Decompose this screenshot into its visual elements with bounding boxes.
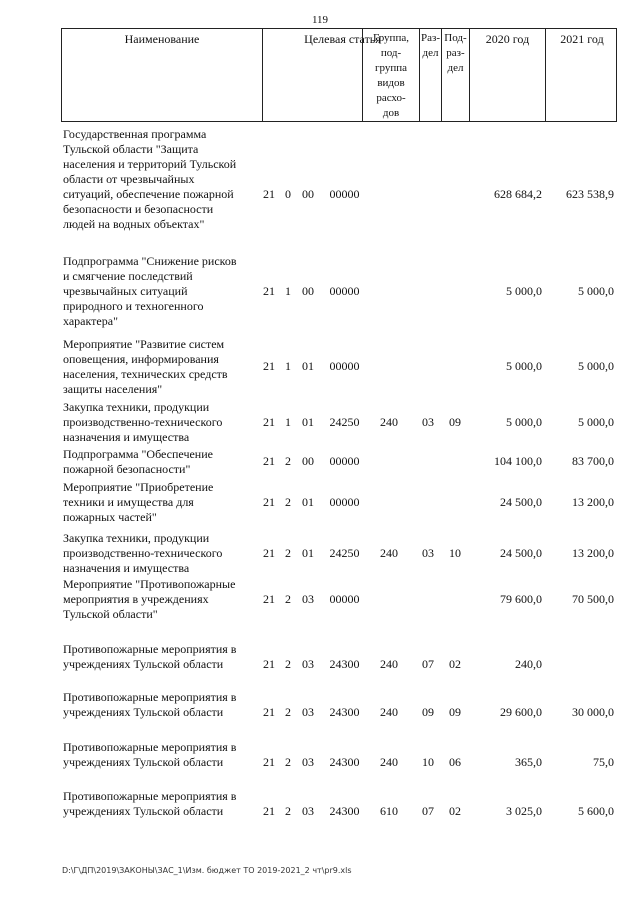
cell-group: 610 bbox=[380, 804, 398, 818]
cell-group: 240 bbox=[380, 755, 398, 769]
cell-2020: 79 600,0 bbox=[500, 592, 542, 606]
cell-section: 07 bbox=[422, 804, 434, 818]
cell-2021: 70 500,0 bbox=[572, 592, 614, 606]
cell-2020: 628 684,2 bbox=[494, 187, 542, 201]
cell-direction: 24250 bbox=[329, 546, 360, 560]
cell-direction: 00000 bbox=[329, 359, 360, 373]
cell-subprogram: 2 bbox=[285, 454, 291, 468]
cell-2020: 5 000,0 bbox=[506, 284, 542, 298]
cell-measure: 01 bbox=[302, 359, 314, 373]
cell-direction: 24250 bbox=[329, 415, 360, 429]
cell-subprogram: 2 bbox=[285, 592, 291, 606]
cell-subprogram: 0 bbox=[285, 187, 291, 201]
page-number: 119 bbox=[311, 14, 329, 26]
cell-measure: 03 bbox=[302, 804, 314, 818]
cell-2021: 623 538,9 bbox=[566, 187, 614, 201]
cell-2021: 83 700,0 bbox=[572, 454, 614, 468]
cell-program: 21 bbox=[263, 755, 275, 769]
cell-2020: 104 100,0 bbox=[494, 454, 542, 468]
cell-direction: 00000 bbox=[329, 187, 360, 201]
cell-2021: 13 200,0 bbox=[572, 546, 614, 560]
cell-subprogram: 2 bbox=[285, 657, 291, 671]
cell-subsection: 10 bbox=[449, 546, 461, 560]
cell-2020: 29 600,0 bbox=[500, 705, 542, 719]
header-subsection: Под- раз- дел bbox=[441, 29, 469, 121]
cell-subsection: 06 bbox=[449, 755, 461, 769]
cell-section: 03 bbox=[422, 415, 434, 429]
cell-measure: 01 bbox=[302, 495, 314, 509]
row-name: Государственная программа Тульской области "Защита населения и территорий Тульской области от чрезвычайных ситуаций, обеспечение пожарной безопасности и безопасности людей на водных объектах" bbox=[63, 127, 237, 231]
cell-group: 240 bbox=[380, 415, 398, 429]
cell-2020: 365,0 bbox=[515, 755, 542, 769]
cell-subprogram: 2 bbox=[285, 546, 291, 560]
row-name: Противопожарные мероприятия в учреждениях Тульской области bbox=[63, 740, 237, 769]
cell-2020: 3 025,0 bbox=[506, 804, 542, 818]
table-header bbox=[61, 28, 617, 122]
header-target: Целевая статья bbox=[262, 29, 422, 121]
cell-program: 21 bbox=[263, 592, 275, 606]
cell-measure: 00 bbox=[302, 284, 314, 298]
cell-program: 21 bbox=[263, 495, 275, 509]
cell-subprogram: 2 bbox=[285, 705, 291, 719]
cell-program: 21 bbox=[263, 415, 275, 429]
cell-direction: 24300 bbox=[329, 804, 360, 818]
cell-direction: 00000 bbox=[329, 592, 360, 606]
cell-measure: 00 bbox=[302, 454, 314, 468]
cell-subsection: 02 bbox=[449, 657, 461, 671]
cell-direction: 24300 bbox=[329, 657, 360, 671]
cell-measure: 03 bbox=[302, 755, 314, 769]
cell-program: 21 bbox=[263, 705, 275, 719]
row-name: Мероприятие "Противопожарные мероприятия в учреждениях Тульской области" bbox=[63, 577, 236, 621]
cell-measure: 01 bbox=[302, 415, 314, 429]
cell-group: 240 bbox=[380, 705, 398, 719]
cell-group: 240 bbox=[380, 546, 398, 560]
cell-program: 21 bbox=[263, 359, 275, 373]
row-name: Закупка техники, продукции производственно-технического назначения и имущества bbox=[63, 531, 223, 575]
cell-measure: 01 bbox=[302, 546, 314, 560]
header-2021: 2021 год bbox=[545, 29, 618, 121]
cell-section: 09 bbox=[422, 705, 434, 719]
cell-2020: 5 000,0 bbox=[506, 415, 542, 429]
cell-program: 21 bbox=[263, 454, 275, 468]
row-name: Подпрограмма "Обеспечение пожарной безопасности" bbox=[63, 447, 213, 476]
cell-program: 21 bbox=[263, 804, 275, 818]
row-name: Подпрограмма "Снижение рисков и смягчение последствий чрезвычайных ситуаций природного и техногенного характера" bbox=[63, 254, 237, 328]
header-name: Наименование bbox=[124, 32, 200, 46]
cell-program: 21 bbox=[263, 657, 275, 671]
cell-program: 21 bbox=[263, 546, 275, 560]
cell-2020: 24 500,0 bbox=[500, 495, 542, 509]
row-name: Противопожарные мероприятия в учреждениях Тульской области bbox=[63, 789, 237, 818]
cell-program: 21 bbox=[263, 187, 275, 201]
cell-direction: 24300 bbox=[329, 755, 360, 769]
cell-2021: 75,0 bbox=[593, 755, 614, 769]
cell-2021: 30 000,0 bbox=[572, 705, 614, 719]
cell-subprogram: 1 bbox=[285, 415, 291, 429]
cell-subprogram: 2 bbox=[285, 495, 291, 509]
cell-group: 240 bbox=[380, 657, 398, 671]
header-2020: 2020 год bbox=[469, 29, 545, 121]
cell-subsection: 09 bbox=[449, 415, 461, 429]
cell-measure: 00 bbox=[302, 187, 314, 201]
header-group: Группа, под- группа видов расхо- дов bbox=[362, 29, 419, 121]
header-section: Раз- дел bbox=[419, 29, 441, 121]
cell-2021: 5 000,0 bbox=[578, 415, 614, 429]
cell-direction: 24300 bbox=[329, 705, 360, 719]
file-path-footer: D:\Г\ДП\2019\ЗАКОНЫ\ЗАС_1\Изм. бюджет ТО 2019-2021_2 чт\pr9.xls bbox=[62, 866, 352, 875]
row-name: Противопожарные мероприятия в учреждениях Тульской области bbox=[63, 690, 237, 719]
cell-subsection: 02 bbox=[449, 804, 461, 818]
row-name: Мероприятие "Развитие систем оповещения, информирования населения, технических средств защиты населения" bbox=[63, 337, 228, 396]
cell-subsection: 09 bbox=[449, 705, 461, 719]
cell-2021: 5 000,0 bbox=[578, 284, 614, 298]
cell-2021: 13 200,0 bbox=[572, 495, 614, 509]
cell-measure: 03 bbox=[302, 705, 314, 719]
cell-2020: 5 000,0 bbox=[506, 359, 542, 373]
row-name: Противопожарные мероприятия в учреждениях Тульской области bbox=[63, 642, 237, 671]
cell-subprogram: 1 bbox=[285, 284, 291, 298]
cell-direction: 00000 bbox=[329, 284, 360, 298]
cell-direction: 00000 bbox=[329, 495, 360, 509]
cell-2020: 24 500,0 bbox=[500, 546, 542, 560]
cell-subprogram: 1 bbox=[285, 359, 291, 373]
cell-2021: 5 000,0 bbox=[578, 359, 614, 373]
cell-section: 03 bbox=[422, 546, 434, 560]
cell-direction: 00000 bbox=[329, 454, 360, 468]
cell-2020: 240,0 bbox=[515, 657, 542, 671]
cell-subprogram: 2 bbox=[285, 804, 291, 818]
cell-2021: 5 600,0 bbox=[578, 804, 614, 818]
cell-measure: 03 bbox=[302, 657, 314, 671]
cell-program: 21 bbox=[263, 284, 275, 298]
row-name: Мероприятие "Приобретение техники и имущества для пожарных частей" bbox=[63, 480, 214, 524]
cell-section: 10 bbox=[422, 755, 434, 769]
cell-section: 07 bbox=[422, 657, 434, 671]
row-name: Закупка техники, продукции производственно-технического назначения и имущества bbox=[63, 400, 223, 444]
cell-measure: 03 bbox=[302, 592, 314, 606]
cell-subprogram: 2 bbox=[285, 755, 291, 769]
